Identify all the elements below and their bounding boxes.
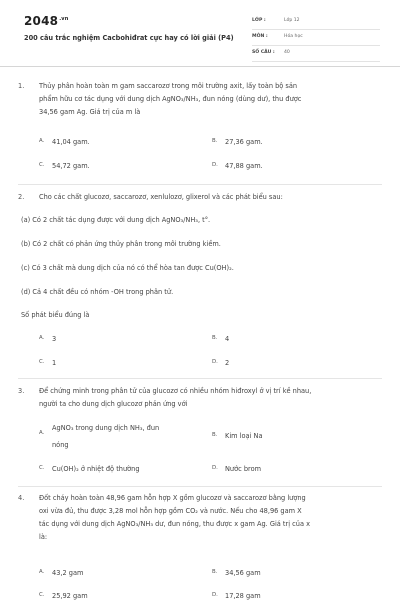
option-letter: A.	[39, 430, 45, 436]
option-text: Cu(OH)₂ ở nhiệt độ thường	[52, 465, 140, 473]
question-line: phẩm hữu cơ tác dụng với dung dịch AgNO₃/NH₃, đun nóng (dùng dư), thu được	[39, 95, 302, 103]
option-text: 47,88 gam.	[225, 162, 263, 170]
question-divider	[18, 184, 382, 185]
option-text: 17,28 gam	[225, 592, 261, 600]
option-text: 27,36 gam.	[225, 138, 263, 146]
question-text	[39, 80, 379, 119]
option-letter: A.	[39, 138, 45, 144]
meta-value: Hóa học	[284, 34, 303, 39]
option-text: 43,2 gam	[52, 569, 84, 577]
question-number: 3.	[18, 387, 25, 395]
option-letter: C.	[39, 465, 45, 471]
option-text: Kim loại Na	[225, 432, 263, 440]
meta-row-subject	[252, 33, 380, 46]
question-line: người ta cho dung dịch glucozơ phản ứng với	[39, 400, 188, 408]
option-text: 54,72 gam.	[52, 162, 90, 170]
option-letter: B.	[212, 335, 218, 341]
option-text: 2	[225, 359, 230, 367]
option-letter: D.	[212, 359, 218, 365]
meta-label: LỚP :	[252, 18, 266, 23]
option-letter: A.	[39, 569, 45, 575]
question-prompt: Số phát biểu đúng là	[21, 311, 90, 319]
option-letter: D.	[212, 162, 218, 168]
statement-b: (b) Có 2 chất có phản ứng thủy phân trong môi trường kiềm.	[21, 240, 221, 248]
document-title: 200 câu trắc nghiệm Cacbohiđrat cực hay có lời giải (P4)	[24, 34, 234, 42]
option-letter: B.	[212, 138, 218, 144]
option-letter: A.	[39, 335, 45, 341]
meta-value: Lớp 12	[284, 18, 300, 23]
question-number: 2.	[18, 193, 25, 201]
logo-domain: .vn	[59, 16, 69, 22]
question-line: Cho các chất glucozơ, saccarozơ, xenlulozơ, glixerol và các phát biểu sau:	[39, 193, 283, 201]
meta-label: MÔN :	[252, 34, 268, 39]
page-header	[0, 0, 400, 67]
option-text: 3	[52, 335, 57, 343]
option-letter: C.	[39, 592, 45, 598]
option-text: 25,92 gam	[52, 592, 88, 600]
site-logo[interactable]	[24, 14, 69, 28]
option-text-line-2: nóng	[52, 441, 69, 449]
question-line: Để chứng minh trong phân tử của glucozơ có nhiều nhóm hiđroxyl ở vị trí kề nhau,	[39, 387, 312, 395]
question-line: Đốt cháy hoàn toàn 48,96 gam hỗn hợp X gồm glucozơ và saccarozơ bằng lượng	[39, 494, 306, 502]
meta-value: 40	[284, 50, 290, 55]
meta-row-count	[252, 49, 380, 62]
logo-text: 2048	[24, 14, 59, 28]
option-letter: B.	[212, 569, 218, 575]
question-text	[39, 385, 379, 411]
question-line: tác dụng với dung dịch AgNO₃/NH₃ dư, đun nóng, thu được x gam Ag. Giá trị của x	[39, 520, 310, 528]
option-letter: C.	[39, 162, 45, 168]
document-meta	[252, 17, 380, 65]
option-text: 34,56 gam	[225, 569, 261, 577]
question-number: 4.	[18, 494, 25, 502]
question-line: 34,56 gam Ag. Giá trị của m là	[39, 108, 141, 116]
option-letter: D.	[212, 592, 218, 598]
option-text: AgNO₃ trong dung dịch NH₃, đun	[52, 424, 160, 432]
option-letter: C.	[39, 359, 45, 365]
statement-c: (c) Có 3 chất mà dung dịch của nó có thể hòa tan được Cu(OH)₂.	[21, 264, 234, 272]
option-letter: D.	[212, 465, 218, 471]
option-text: 4	[225, 335, 230, 343]
statement-a: (a) Có 2 chất tác dụng được với dung dịch AgNO₃/NH₃, t°.	[21, 216, 211, 224]
option-text: 41,04 gam.	[52, 138, 90, 146]
question-text	[39, 492, 379, 544]
meta-row-class	[252, 17, 380, 30]
statement-d: (d) Cả 4 chất đều có nhóm -OH trong phân tử.	[21, 288, 174, 296]
meta-label: SỐ CÂU :	[252, 50, 275, 55]
option-letter: B.	[212, 432, 218, 438]
option-text: Nước brom	[225, 465, 262, 473]
question-line: oxi vừa đủ, thu được 3,28 mol hỗn hợp gồm CO₂ và nước. Nếu cho 48,96 gam X	[39, 507, 302, 515]
question-line: là:	[39, 533, 48, 541]
question-text	[39, 191, 379, 204]
question-divider	[18, 486, 382, 487]
question-divider	[18, 378, 382, 379]
question-line: Thủy phân hoàn toàn m gam saccarozơ trong môi trường axit, lấy toàn bộ sản	[39, 82, 298, 90]
question-number: 1.	[18, 82, 25, 90]
option-text: 1	[52, 359, 57, 367]
